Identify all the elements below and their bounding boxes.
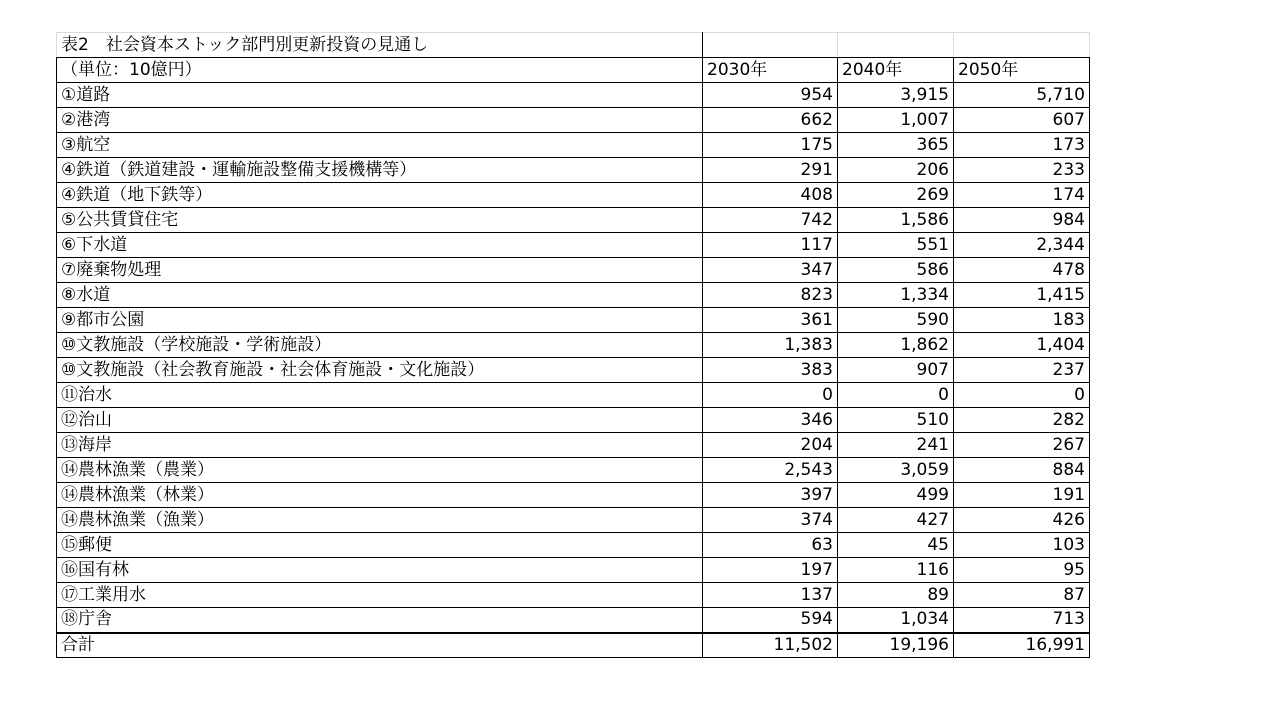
value-cell[interactable]: 241 <box>838 433 954 458</box>
header-row <box>57 58 1090 83</box>
row-label[interactable]: ⑭農林漁業（漁業） <box>57 508 703 533</box>
row-label[interactable]: ⑥下水道 <box>57 233 703 258</box>
value-cell[interactable]: 116 <box>838 558 954 583</box>
row-label[interactable]: ①道路 <box>57 83 703 108</box>
table-row <box>57 133 1090 158</box>
table-row <box>57 258 1090 283</box>
value-cell[interactable]: 1,383 <box>703 333 838 358</box>
table-row <box>57 483 1090 508</box>
table-row <box>57 358 1090 383</box>
row-label[interactable]: 合計 <box>57 633 703 658</box>
table-row <box>57 183 1090 208</box>
table-row <box>57 333 1090 358</box>
value-cell[interactable]: 0 <box>703 383 838 408</box>
value-cell[interactable]: 397 <box>703 483 838 508</box>
value-cell[interactable]: 713 <box>954 608 1090 633</box>
value-cell[interactable]: 95 <box>954 558 1090 583</box>
value-cell[interactable]: 346 <box>703 408 838 433</box>
value-cell[interactable]: 291 <box>703 158 838 183</box>
table-row <box>57 458 1090 483</box>
value-cell[interactable]: 2,543 <box>703 458 838 483</box>
row-label[interactable]: ⑨都市公園 <box>57 308 703 333</box>
value-cell[interactable]: 3,915 <box>838 83 954 108</box>
investment-table <box>56 32 1090 658</box>
row-label[interactable]: ⑧水道 <box>57 283 703 308</box>
row-label[interactable]: ⑱庁舎 <box>57 608 703 633</box>
value-cell[interactable]: 16,991 <box>954 633 1090 658</box>
value-cell[interactable]: 0 <box>838 383 954 408</box>
table-row <box>57 308 1090 333</box>
value-cell[interactable]: 233 <box>954 158 1090 183</box>
table-row <box>57 208 1090 233</box>
table-row <box>57 408 1090 433</box>
value-cell[interactable]: 551 <box>838 233 954 258</box>
value-cell[interactable]: 0 <box>954 383 1090 408</box>
value-cell[interactable]: 427 <box>838 508 954 533</box>
value-cell[interactable]: 11,502 <box>703 633 838 658</box>
row-label[interactable]: ⑭農林漁業（林業） <box>57 483 703 508</box>
unit-label[interactable]: （単位：10億円） <box>57 58 703 83</box>
value-cell[interactable]: 137 <box>703 583 838 608</box>
value-cell[interactable]: 45 <box>838 533 954 558</box>
value-cell[interactable]: 3,059 <box>838 458 954 483</box>
table-row <box>57 83 1090 108</box>
value-cell[interactable]: 907 <box>838 358 954 383</box>
value-cell[interactable]: 237 <box>954 358 1090 383</box>
empty-cell[interactable] <box>954 33 1090 58</box>
row-label[interactable]: ⑦廃棄物処理 <box>57 258 703 283</box>
empty-cell[interactable] <box>838 33 954 58</box>
value-cell[interactable]: 206 <box>838 158 954 183</box>
value-cell[interactable]: 89 <box>838 583 954 608</box>
value-cell[interactable]: 269 <box>838 183 954 208</box>
table-row <box>57 583 1090 608</box>
value-cell[interactable]: 499 <box>838 483 954 508</box>
value-cell[interactable]: 590 <box>838 308 954 333</box>
value-cell[interactable]: 383 <box>703 358 838 383</box>
value-cell[interactable]: 1,862 <box>838 333 954 358</box>
column-header[interactable]: 2040年 <box>838 58 954 83</box>
value-cell[interactable]: 742 <box>703 208 838 233</box>
table-row <box>57 283 1090 308</box>
value-cell[interactable]: 63 <box>703 533 838 558</box>
value-cell[interactable]: 117 <box>703 233 838 258</box>
column-header[interactable]: 2050年 <box>954 58 1090 83</box>
value-cell[interactable]: 426 <box>954 508 1090 533</box>
value-cell[interactable]: 607 <box>954 108 1090 133</box>
value-cell[interactable]: 103 <box>954 533 1090 558</box>
row-label[interactable]: ⑰工業用水 <box>57 583 703 608</box>
row-label[interactable]: ⑤公共賃貸住宅 <box>57 208 703 233</box>
row-label[interactable]: ③航空 <box>57 133 703 158</box>
table-row <box>57 608 1090 633</box>
value-cell[interactable]: 204 <box>703 433 838 458</box>
value-cell[interactable]: 1,404 <box>954 333 1090 358</box>
table-row <box>57 383 1090 408</box>
table-row <box>57 558 1090 583</box>
row-label[interactable]: ⑫治山 <box>57 408 703 433</box>
value-cell[interactable]: 174 <box>954 183 1090 208</box>
value-cell[interactable]: 510 <box>838 408 954 433</box>
value-cell[interactable]: 1,415 <box>954 283 1090 308</box>
table-title[interactable]: 表2 社会資本ストック部門別更新投資の見通し <box>57 33 703 58</box>
table-row <box>57 508 1090 533</box>
value-cell[interactable]: 662 <box>703 108 838 133</box>
value-cell[interactable]: 586 <box>838 258 954 283</box>
row-label[interactable]: ④鉄道（地下鉄等） <box>57 183 703 208</box>
total-row <box>57 633 1090 658</box>
column-header[interactable]: 2030年 <box>703 58 838 83</box>
table-row <box>57 533 1090 558</box>
value-cell[interactable]: 197 <box>703 558 838 583</box>
value-cell[interactable]: 191 <box>954 483 1090 508</box>
table-row <box>57 433 1090 458</box>
value-cell[interactable]: 1,334 <box>838 283 954 308</box>
value-cell[interactable]: 1,034 <box>838 608 954 633</box>
table-row <box>57 233 1090 258</box>
empty-cell[interactable] <box>703 33 838 58</box>
table-row <box>57 108 1090 133</box>
value-cell[interactable]: 282 <box>954 408 1090 433</box>
value-cell[interactable]: 361 <box>703 308 838 333</box>
value-cell[interactable]: 87 <box>954 583 1090 608</box>
value-cell[interactable]: 173 <box>954 133 1090 158</box>
row-label[interactable]: ②港湾 <box>57 108 703 133</box>
table-row <box>57 158 1090 183</box>
value-cell[interactable]: 374 <box>703 508 838 533</box>
value-cell[interactable]: 984 <box>954 208 1090 233</box>
value-cell[interactable]: 1,007 <box>838 108 954 133</box>
value-cell[interactable]: 954 <box>703 83 838 108</box>
title-row <box>57 33 1090 58</box>
value-cell[interactable]: 823 <box>703 283 838 308</box>
value-cell[interactable]: 183 <box>954 308 1090 333</box>
value-cell[interactable]: 347 <box>703 258 838 283</box>
spreadsheet-area <box>56 32 1090 658</box>
value-cell[interactable]: 478 <box>954 258 1090 283</box>
row-label[interactable]: ⑩文教施設（社会教育施設・社会体育施設・文化施設） <box>57 358 703 383</box>
value-cell[interactable]: 175 <box>703 133 838 158</box>
value-cell[interactable]: 408 <box>703 183 838 208</box>
value-cell[interactable]: 884 <box>954 458 1090 483</box>
row-label[interactable]: ⑮郵便 <box>57 533 703 558</box>
value-cell[interactable]: 267 <box>954 433 1090 458</box>
value-cell[interactable]: 1,586 <box>838 208 954 233</box>
row-label[interactable]: ⑯国有林 <box>57 558 703 583</box>
value-cell[interactable]: 5,710 <box>954 83 1090 108</box>
row-label[interactable]: ⑭農林漁業（農業） <box>57 458 703 483</box>
row-label[interactable]: ④鉄道（鉄道建設・運輸施設整備支援機構等） <box>57 158 703 183</box>
value-cell[interactable]: 594 <box>703 608 838 633</box>
value-cell[interactable]: 365 <box>838 133 954 158</box>
row-label[interactable]: ⑪治水 <box>57 383 703 408</box>
row-label[interactable]: ⑩文教施設（学校施設・学術施設） <box>57 333 703 358</box>
row-label[interactable]: ⑬海岸 <box>57 433 703 458</box>
value-cell[interactable]: 2,344 <box>954 233 1090 258</box>
value-cell[interactable]: 19,196 <box>838 633 954 658</box>
